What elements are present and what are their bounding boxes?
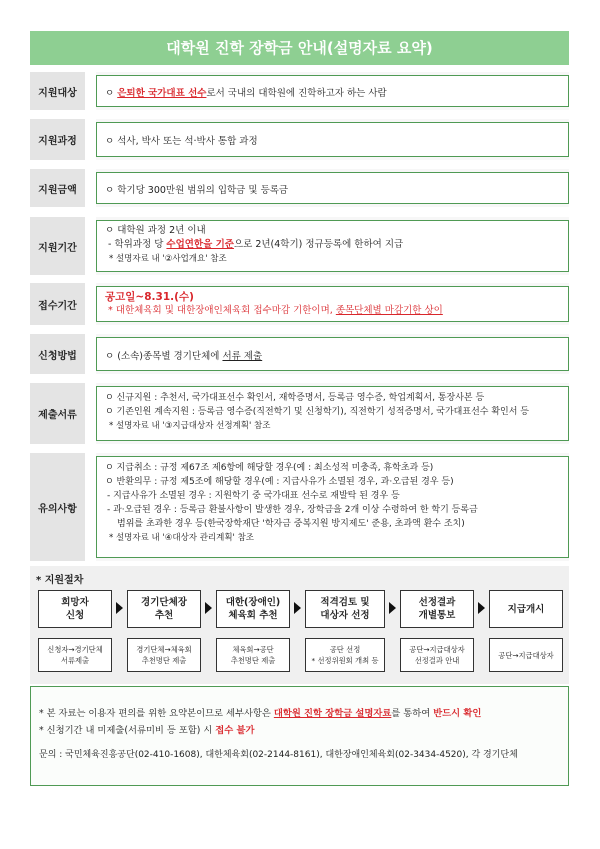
row-label: 지원기간	[30, 217, 85, 275]
course-text: 석사, 박사 또는 석·박사 통합 과정	[117, 136, 258, 147]
process-sub-5: 공단→지급대상자 선정결과 안내	[400, 638, 474, 672]
process-section	[30, 566, 569, 684]
bullet: ㅇ	[105, 136, 115, 147]
target-text: 로서 국내의 대학원에 진학하고자 하는 사람	[206, 88, 387, 99]
arrow-right-icon	[205, 602, 212, 614]
contact-line: 문의 : 국민체육진흥공단(02-410-1608), 대한체육회(02-2144-8161), 대한장애인체육회(02-3434-4520), 각 경기단체	[39, 750, 518, 760]
period-line2a: - 학위과정 당	[108, 239, 167, 250]
period-line1: ㅇ 대학원 과정 2년 이내	[105, 225, 206, 236]
row-docs	[30, 383, 569, 444]
caution-line3: - 지급사유가 소멸된 경우 : 지원학기 중 국가대표 선수로 재발탁 된 경우 등	[107, 491, 400, 501]
docs-line2: ㅇ 기존인원 계속지원 : 등록금 영수증(직전학기 및 신청학기), 직전학기 성적증명서, 국가대표선수 확인서 등	[105, 407, 529, 417]
caution-line5: 범위를 초과한 경우 등(한국장학재단 '학자금 중복지원 방지제도' 준용, 초과액 환수 조치)	[117, 519, 465, 529]
row-label: 신청방법	[30, 334, 85, 374]
arrow-right-icon	[389, 602, 396, 614]
caution-line1: ㅇ 지급취소 : 규정 제67조 제6항에 해당할 경우(예 : 최소성적 미충족, 휴학초과 등)	[105, 463, 434, 473]
period-line3: * 설명자료 내 '②사업개요' 참조	[109, 254, 227, 264]
row-period	[30, 217, 569, 275]
process-step-5: 선정결과 개별통보	[400, 590, 474, 628]
process-step-2: 경기단체장 추천	[127, 590, 201, 628]
target-highlight: 은퇴한 국가대표 선수	[117, 88, 207, 99]
process-sub-3: 체육회→공단 추천명단 제출	[216, 638, 290, 672]
process-sub-2: 경기단체→체육회 추천명단 제출	[127, 638, 201, 672]
period-line2b: 으로 2년(4학기) 정규등록에 한하여 지급	[233, 239, 404, 250]
process-step-1: 희망자 신청	[38, 590, 112, 628]
receipt-note-a: * 대한체육회 및 대한장애인체육회 접수마감 기한이며,	[108, 305, 336, 316]
row-target	[30, 72, 569, 110]
process-step-3: 대한(장애인) 체육회 추천	[216, 590, 290, 628]
arrow-right-icon	[116, 602, 123, 614]
period-line2-red: 수업연한을 기준	[166, 239, 234, 250]
row-label: 지원과정	[30, 119, 85, 160]
process-sub-1: 신청자→경기단체 서류제출	[38, 638, 112, 672]
row-label: 제출서류	[30, 383, 85, 444]
bullet: ㅇ	[105, 88, 115, 99]
process-heading: * 지원절차	[36, 575, 84, 586]
caution-line4: - 과·오급된 경우 : 등록금 환불사항이 발생한 경우, 장학금을 2개 이상 수령하여 한 학기 등록금	[107, 505, 478, 515]
row-label: 지원대상	[30, 72, 85, 110]
process-sub-6: 공단→지급대상자	[489, 638, 563, 672]
process-sub-4: 공단 선정 * 선정위원회 개최 등	[305, 638, 385, 672]
row-course	[30, 119, 569, 160]
arrow-right-icon	[478, 602, 485, 614]
row-caution	[30, 453, 569, 561]
bullet: ㅇ	[105, 351, 115, 362]
arrow-right-icon	[294, 602, 301, 614]
row-label: 접수기간	[30, 283, 85, 325]
row-label: 지원금액	[30, 169, 85, 207]
page-title: 대학원 진학 장학금 안내(설명자료 요약)	[30, 31, 569, 65]
docs-line1: ㅇ 신규지원 : 추천서, 국가대표선수 확인서, 재학증명서, 등록금 영수증, 학업계획서, 통장사본 등	[105, 393, 485, 403]
caution-line6: * 설명자료 내 '④대상자 관리계획' 참조	[109, 533, 255, 543]
caution-line2: ㅇ 반환의무 : 규정 제5조에 해당할 경우(예 : 지급사유가 소멸된 경우, 과·오급된 경우 등)	[105, 477, 454, 487]
receipt-note-u: 종목단체별 마감기한 상이	[335, 305, 443, 316]
notice-box	[30, 686, 569, 786]
row-receipt	[30, 283, 569, 325]
row-method	[30, 334, 569, 374]
amount-text: 학기당 300만원 범위의 입학금 및 등록금	[117, 185, 289, 196]
process-step-4: 적격검토 및 대상자 선정	[305, 590, 385, 628]
process-step-6: 지급개시	[489, 590, 563, 628]
docs-line3: * 설명자료 내 '③지급대상자 선정계획' 참조	[109, 421, 271, 431]
method-text-u: 서류 제출	[222, 351, 263, 362]
bullet: ㅇ	[105, 185, 115, 196]
notice-line1: * 본 자료는 이용자 편의를 위한 요약본이므로 세부사항은 대학원 진학 장학금 설명자료를 통하여 반드시 확인	[39, 708, 482, 719]
row-amount	[30, 169, 569, 207]
row-label: 유의사항	[30, 453, 85, 561]
notice-line2: * 신청기간 내 미제출(서류미비 등 포함) 시 접수 불가	[39, 725, 255, 736]
method-text: (소속)종목별 경기단체에	[117, 351, 223, 362]
receipt-deadline: 공고일~8.31.(수)	[105, 291, 194, 303]
